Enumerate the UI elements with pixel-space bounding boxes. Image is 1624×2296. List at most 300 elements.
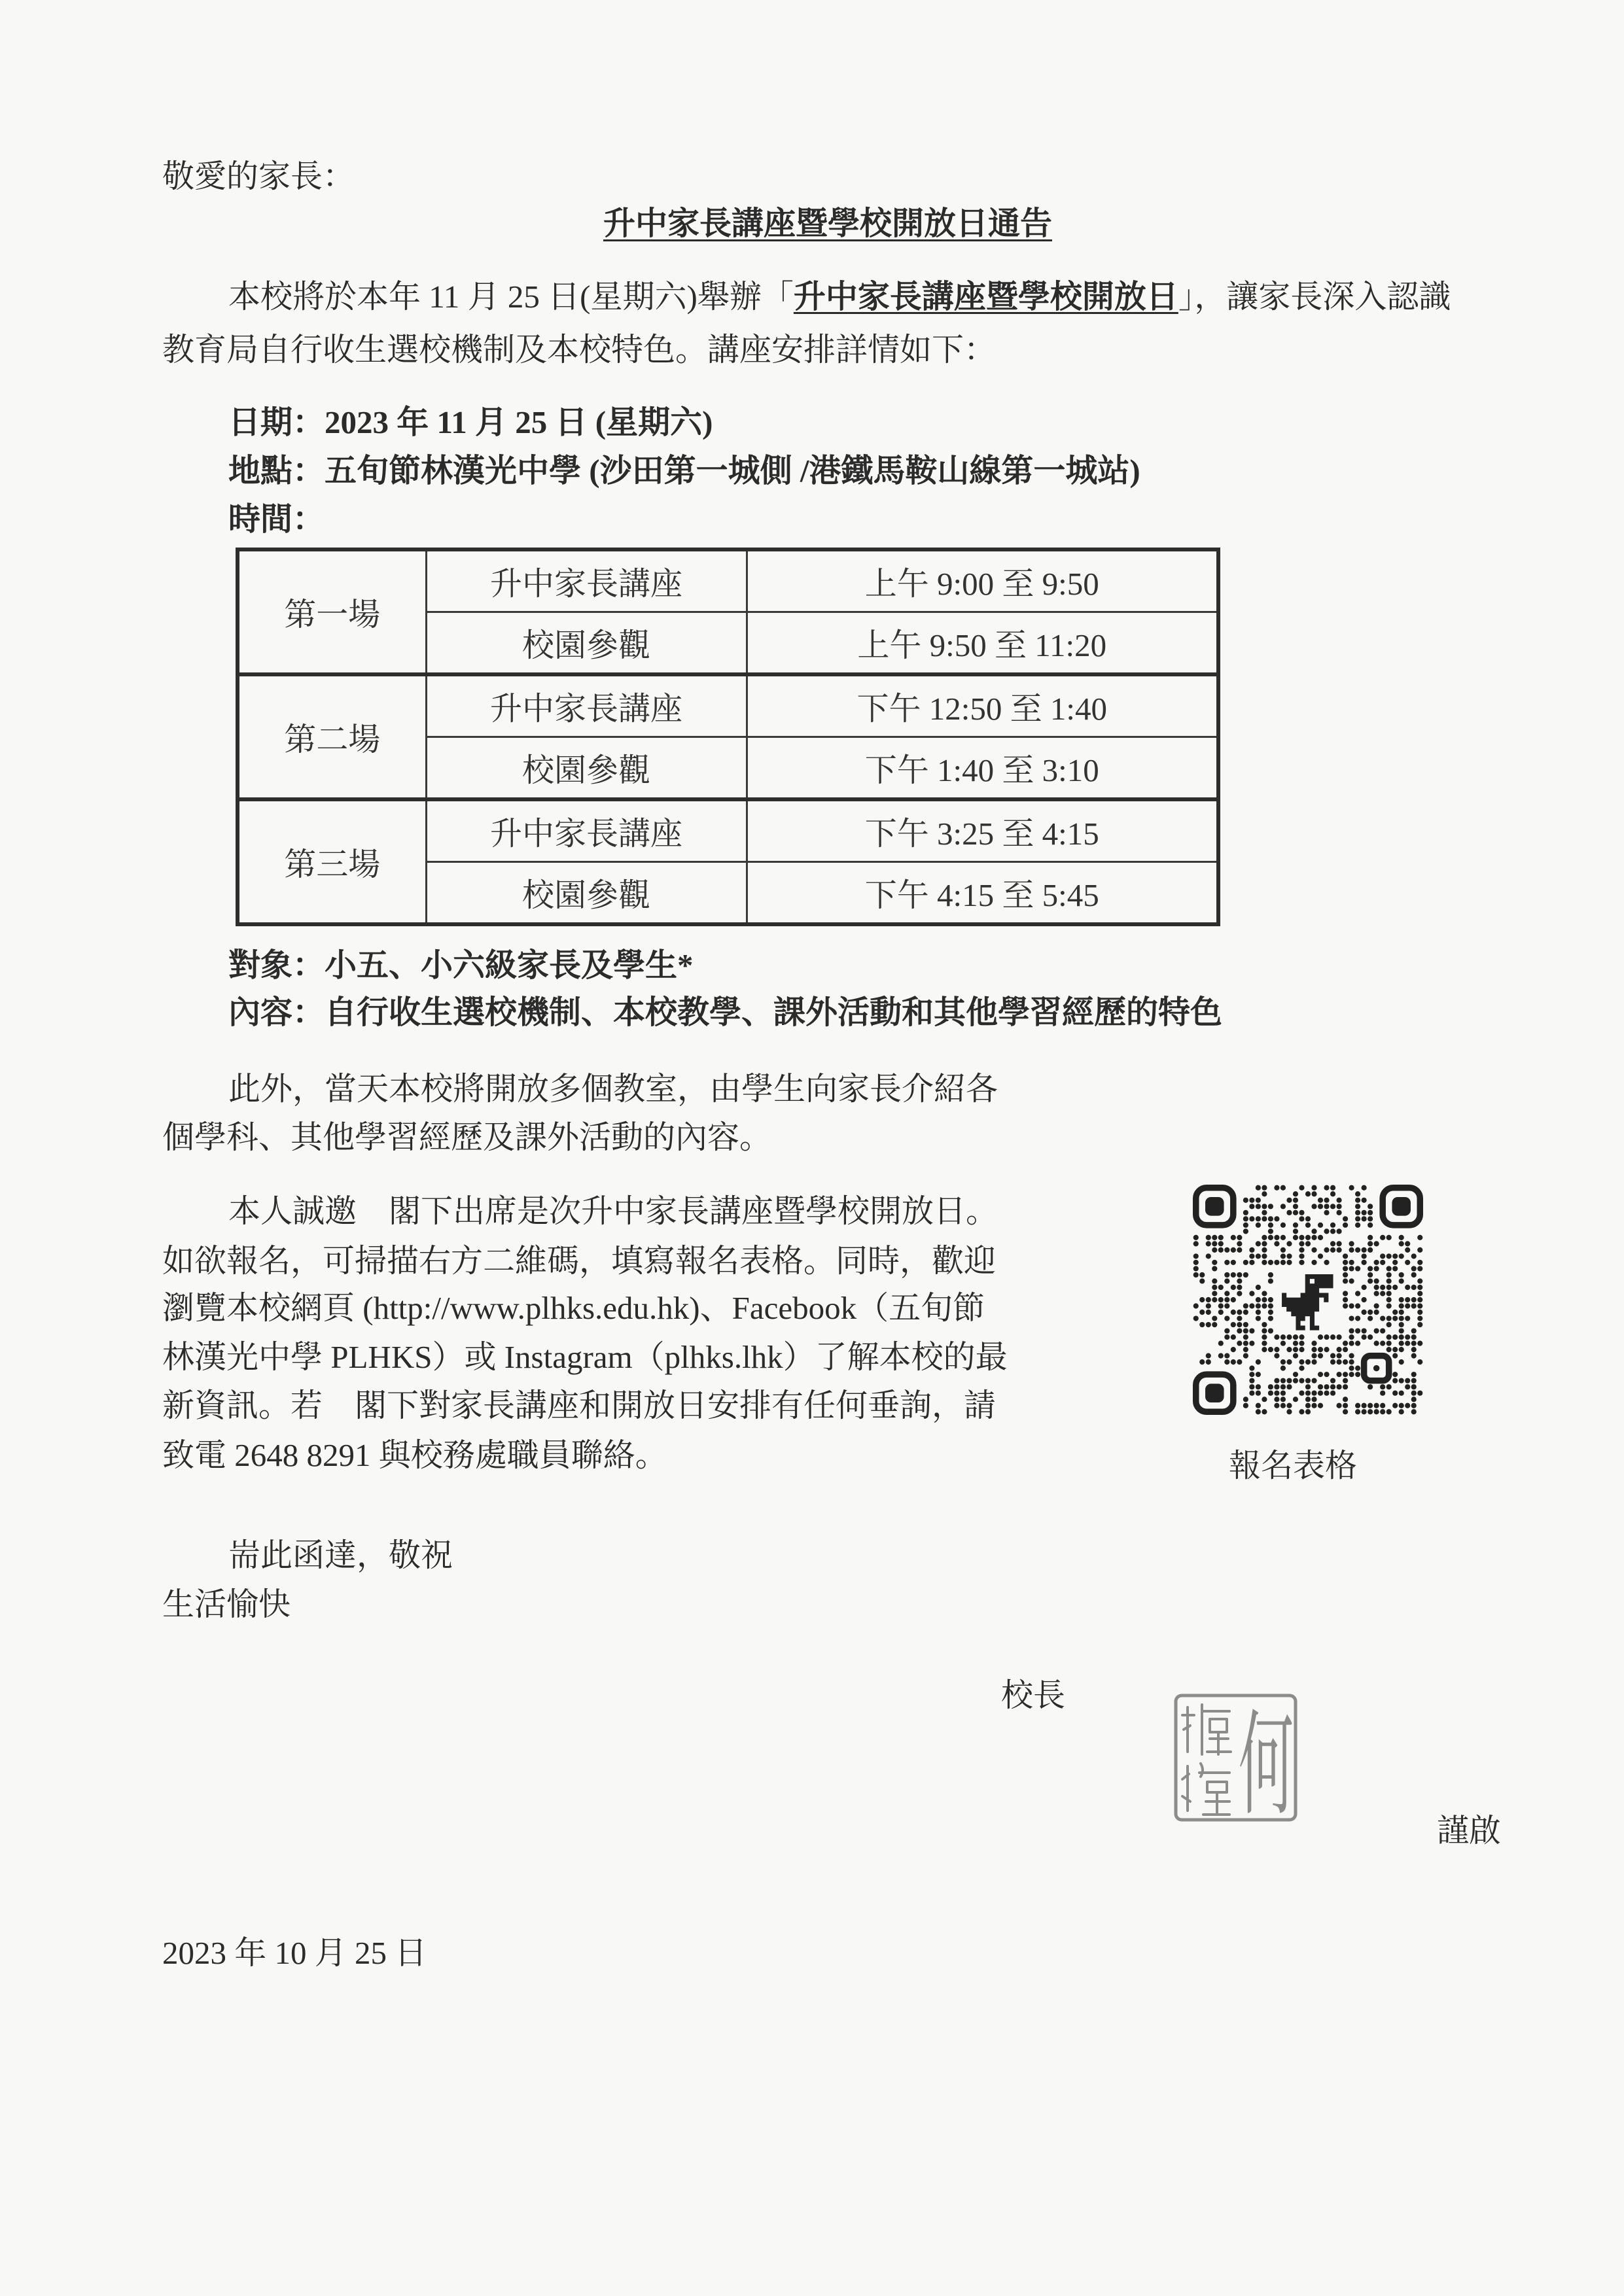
qr-module: [1405, 1334, 1410, 1340]
qr-module: [1324, 1228, 1329, 1234]
qr-module: [1343, 1216, 1348, 1221]
qr-module: [1405, 1378, 1410, 1383]
qr-module: [1231, 1359, 1236, 1365]
qr-module: [1237, 1341, 1242, 1346]
qr-module: [1268, 1235, 1273, 1240]
event-audience: 對象：小五、小六級家長及學生*: [228, 947, 694, 983]
qr-module: [1274, 1235, 1279, 1240]
qr-module: [1293, 1397, 1298, 1402]
qr-module: [1274, 1403, 1279, 1408]
qr-module: [1392, 1403, 1398, 1408]
notice-title: 升中家長講座暨學校開放日通告: [603, 205, 1053, 241]
event-venue: 地點：五旬節林漢光中學 (沙田第一城側 /港鐵馬鞍山線第一城站): [228, 453, 1140, 489]
qr-module: [1293, 1198, 1298, 1203]
qr-module: [1286, 1241, 1292, 1246]
activity-cell: 校園參觀: [426, 737, 747, 800]
qr-module: [1411, 1297, 1417, 1302]
qr-module: [1299, 1260, 1304, 1265]
qr-module: [1206, 1253, 1211, 1259]
qr-module: [1368, 1247, 1373, 1253]
qr-module: [1374, 1241, 1379, 1246]
qr-module: [1362, 1198, 1367, 1203]
qr-module: [1336, 1334, 1341, 1340]
qr-module: [1324, 1210, 1329, 1215]
qr-module: [1399, 1347, 1404, 1352]
qr-module: [1262, 1409, 1267, 1414]
qr-module: [1249, 1253, 1254, 1259]
qr-module: [1399, 1310, 1404, 1315]
qr-module: [1374, 1341, 1379, 1346]
qr-module: [1268, 1228, 1273, 1234]
qr-module: [1392, 1266, 1398, 1271]
qr-module: [1417, 1291, 1422, 1296]
qr-module: [1299, 1235, 1304, 1240]
qr-module: [1206, 1322, 1211, 1327]
qr-module: [1362, 1247, 1367, 1253]
qr-module: [1262, 1253, 1267, 1259]
qr-module: [1237, 1291, 1242, 1296]
qr-module: [1386, 1266, 1392, 1271]
qr-module: [1280, 1185, 1286, 1191]
qr-module: [1249, 1303, 1254, 1308]
qr-module: [1262, 1328, 1267, 1333]
qr-module: [1293, 1235, 1298, 1240]
qr-module: [1362, 1185, 1367, 1191]
qr-module: [1199, 1359, 1205, 1365]
qr-module: [1349, 1315, 1354, 1321]
qr-module: [1280, 1334, 1286, 1340]
qr-module: [1392, 1260, 1398, 1265]
qr-module: [1368, 1241, 1373, 1246]
qr-module: [1386, 1409, 1392, 1414]
qr-module: [1405, 1297, 1410, 1302]
qr-module: [1280, 1384, 1286, 1389]
qr-module: [1336, 1372, 1341, 1377]
qr-module: [1280, 1403, 1286, 1408]
qr-module: [1274, 1378, 1279, 1383]
qr-module: [1355, 1204, 1360, 1209]
qr-module: [1411, 1347, 1417, 1352]
qr-module: [1399, 1391, 1404, 1396]
qr-code[interactable]: [1193, 1185, 1423, 1415]
qr-module: [1256, 1216, 1261, 1221]
qr-module: [1405, 1384, 1410, 1389]
qr-module: [1405, 1341, 1410, 1346]
qr-module: [1262, 1210, 1267, 1215]
qr-module: [1249, 1260, 1254, 1265]
qr-module: [1343, 1260, 1348, 1265]
qr-module: [1374, 1266, 1379, 1271]
qr-module: [1299, 1366, 1304, 1371]
qr-module: [1311, 1397, 1316, 1402]
qr-module: [1280, 1366, 1286, 1371]
qr-module: [1362, 1210, 1367, 1215]
qr-module: [1199, 1272, 1205, 1278]
qr-module: [1343, 1378, 1348, 1383]
qr-module: [1318, 1334, 1323, 1340]
qr-module: [1399, 1303, 1404, 1308]
qr-module: [1386, 1347, 1392, 1352]
qr-module: [1330, 1378, 1335, 1383]
qr-module: [1411, 1272, 1417, 1278]
qr-module: [1417, 1303, 1422, 1308]
qr-module: [1343, 1253, 1348, 1259]
qr-module: [1349, 1247, 1354, 1253]
qr-module: [1293, 1334, 1298, 1340]
qr-module: [1268, 1303, 1273, 1308]
qr-module: [1362, 1334, 1367, 1340]
qr-module: [1399, 1334, 1404, 1340]
qr-module: [1286, 1198, 1292, 1203]
qr-module: [1243, 1303, 1248, 1308]
qr-module: [1256, 1285, 1261, 1290]
qr-module: [1262, 1216, 1267, 1221]
qr-module: [1249, 1198, 1254, 1203]
qr-module: [1405, 1247, 1410, 1253]
closing-line-2: 生活愉快: [162, 1586, 291, 1622]
qr-module: [1343, 1341, 1348, 1346]
qr-module: [1368, 1278, 1373, 1283]
activity-cell: 校園參觀: [426, 612, 747, 675]
qr-module: [1249, 1204, 1254, 1209]
qr-module: [1218, 1341, 1224, 1346]
activity-cell: 校園參觀: [426, 862, 747, 925]
qr-module: [1262, 1334, 1267, 1340]
qr-module: [1411, 1372, 1417, 1377]
qr-module: [1411, 1253, 1417, 1259]
time-cell: 下午 12:50 至 1:40: [747, 674, 1218, 737]
qr-module: [1318, 1372, 1323, 1377]
qr-module: [1324, 1391, 1329, 1396]
qr-alignment-pattern: [1364, 1356, 1389, 1381]
time-cell: 下午 4:15 至 5:45: [747, 862, 1218, 925]
qr-module: [1324, 1198, 1329, 1203]
qr-module: [1318, 1253, 1323, 1259]
qr-module: [1286, 1210, 1292, 1215]
qr-module: [1343, 1291, 1348, 1296]
qr-caption: 報名表格: [1229, 1448, 1358, 1484]
qr-module: [1380, 1315, 1385, 1321]
qr-module: [1362, 1409, 1367, 1414]
qr-module: [1368, 1210, 1373, 1215]
qr-module: [1237, 1272, 1242, 1278]
qr-module: [1231, 1285, 1236, 1290]
qr-module: [1355, 1372, 1360, 1377]
qr-module: [1274, 1347, 1279, 1352]
qr-module: [1224, 1334, 1229, 1340]
qr-module: [1256, 1198, 1261, 1203]
session-cell-1: 第一場: [238, 549, 426, 674]
qr-module: [1262, 1322, 1267, 1327]
invitation-line-5: 新資訊。若 閣下對家長講座和開放日安排有任何垂詢，請: [162, 1387, 997, 1423]
qr-module: [1399, 1328, 1404, 1333]
qr-module: [1237, 1278, 1242, 1283]
qr-module: [1243, 1272, 1248, 1278]
qr-module: [1224, 1272, 1229, 1278]
qr-module: [1224, 1303, 1229, 1308]
qr-module: [1386, 1315, 1392, 1321]
qr-module: [1268, 1347, 1273, 1352]
qr-module: [1386, 1341, 1392, 1346]
qr-module: [1380, 1253, 1385, 1259]
qr-module: [1256, 1409, 1261, 1414]
qr-module: [1293, 1228, 1298, 1234]
qr-module: [1399, 1272, 1404, 1278]
qr-module: [1330, 1241, 1335, 1246]
qr-module: [1392, 1315, 1398, 1321]
qr-module: [1343, 1372, 1348, 1377]
qr-module: [1274, 1391, 1279, 1396]
qr-module: [1362, 1260, 1367, 1265]
qr-module: [1256, 1391, 1261, 1396]
qr-module: [1268, 1384, 1273, 1389]
qr-module: [1374, 1409, 1379, 1414]
qr-module: [1311, 1403, 1316, 1408]
qr-module: [1355, 1247, 1360, 1253]
qr-module: [1349, 1260, 1354, 1265]
qr-module: [1274, 1397, 1279, 1402]
qr-module: [1249, 1216, 1254, 1221]
qr-module: [1336, 1228, 1341, 1234]
qr-module: [1206, 1359, 1211, 1365]
qr-module: [1305, 1191, 1311, 1196]
qr-module: [1299, 1359, 1304, 1365]
qr-module: [1380, 1391, 1385, 1396]
qr-module: [1362, 1328, 1367, 1333]
open-classrooms-line-2: 個學科、其他學習經歷及課外活動的內容。: [162, 1119, 772, 1155]
qr-module: [1237, 1310, 1242, 1315]
qr-module: [1399, 1322, 1404, 1327]
qr-module: [1318, 1347, 1323, 1352]
qr-module: [1206, 1241, 1211, 1246]
intro-line-1: [228, 279, 1451, 315]
qr-module: [1374, 1278, 1379, 1283]
qr-module: [1343, 1403, 1348, 1408]
seal-lettering: 何: [1239, 1699, 1294, 1822]
qr-module: [1237, 1315, 1242, 1321]
qr-module: [1330, 1191, 1335, 1196]
qr-module: [1355, 1403, 1360, 1408]
qr-module: [1411, 1378, 1417, 1383]
qr-module: [1349, 1334, 1354, 1340]
qr-module: [1212, 1297, 1217, 1302]
qr-module: [1193, 1266, 1199, 1271]
invitation-line-1: 本人誠邀 閣下出席是次升中家長講座暨學校開放日。: [228, 1193, 998, 1229]
qr-module: [1268, 1272, 1273, 1278]
qr-module: [1268, 1216, 1273, 1221]
qr-module: [1399, 1297, 1404, 1302]
qr-module: [1355, 1266, 1360, 1271]
qr-module: [1355, 1223, 1360, 1228]
qr-module: [1417, 1235, 1422, 1240]
principal-seal: [1173, 1693, 1298, 1822]
qr-module: [1311, 1191, 1316, 1196]
qr-module: [1218, 1241, 1224, 1246]
invitation-line-2: 如欲報名，可掃描右方二維碼，填寫報名表格。同時，歡迎: [162, 1243, 997, 1279]
intro-text-before: 本校將於本年 11 月 25 日(星期六)舉辦「: [228, 279, 794, 315]
qr-module: [1280, 1341, 1286, 1346]
qr-module: [1392, 1285, 1398, 1290]
qr-module: [1305, 1384, 1311, 1389]
dino-icon: [1282, 1274, 1333, 1331]
qr-module: [1362, 1216, 1367, 1221]
qr-module: [1243, 1210, 1248, 1215]
qr-module: [1380, 1291, 1385, 1296]
qr-module: [1386, 1334, 1392, 1340]
time-cell: 下午 3:25 至 4:15: [747, 799, 1218, 862]
qr-module: [1330, 1247, 1335, 1253]
qr-module: [1299, 1378, 1304, 1383]
qr-module: [1212, 1285, 1217, 1290]
qr-module: [1386, 1303, 1392, 1308]
qr-module: [1417, 1260, 1422, 1265]
qr-module: [1193, 1253, 1199, 1259]
qr-module: [1324, 1204, 1329, 1209]
qr-module: [1299, 1409, 1304, 1414]
qr-module: [1417, 1391, 1422, 1396]
qr-module: [1417, 1285, 1422, 1290]
qr-module: [1231, 1310, 1236, 1315]
qr-module: [1286, 1403, 1292, 1408]
intro-text-after: 」，讓家長深入認識: [1178, 279, 1451, 315]
qr-module: [1336, 1403, 1341, 1408]
qr-module: [1318, 1223, 1323, 1228]
qr-module: [1206, 1310, 1211, 1315]
event-name: 升中家長講座暨學校開放日: [793, 279, 1178, 315]
qr-module: [1193, 1303, 1199, 1308]
qr-module: [1330, 1353, 1335, 1359]
qr-module: [1349, 1341, 1354, 1346]
qr-module: [1212, 1322, 1217, 1327]
qr-module: [1243, 1334, 1248, 1340]
qr-module: [1355, 1341, 1360, 1346]
qr-module: [1330, 1391, 1335, 1396]
qr-module: [1324, 1260, 1329, 1265]
qr-module: [1262, 1247, 1267, 1253]
qr-module: [1231, 1260, 1236, 1265]
qr-module: [1237, 1322, 1242, 1327]
qr-module: [1286, 1260, 1292, 1265]
qr-module: [1206, 1235, 1211, 1240]
closing-line-1: 耑此函達，敬祝: [228, 1537, 453, 1573]
qr-module: [1218, 1297, 1224, 1302]
qr-module: [1349, 1366, 1354, 1371]
qr-module: [1286, 1359, 1292, 1365]
qr-module: [1268, 1297, 1273, 1302]
qr-module: [1206, 1303, 1211, 1308]
qr-module: [1262, 1191, 1267, 1196]
qr-module: [1299, 1216, 1304, 1221]
qr-module: [1256, 1372, 1261, 1377]
qr-module: [1311, 1235, 1316, 1240]
qr-module: [1355, 1191, 1360, 1196]
qr-module: [1392, 1378, 1398, 1383]
qr-module: [1280, 1359, 1286, 1365]
qr-module: [1280, 1223, 1286, 1228]
qr-module: [1224, 1315, 1229, 1321]
qr-module: [1336, 1359, 1341, 1365]
qr-module: [1256, 1223, 1261, 1228]
activity-cell: 升中家長講座: [426, 549, 747, 612]
qr-module: [1392, 1310, 1398, 1315]
qr-module: [1256, 1310, 1261, 1315]
qr-module: [1231, 1322, 1236, 1327]
qr-module: [1305, 1409, 1311, 1414]
qr-module: [1311, 1347, 1316, 1352]
qr-module: [1231, 1347, 1236, 1352]
qr-module: [1256, 1303, 1261, 1308]
qr-module: [1355, 1409, 1360, 1414]
qr-module: [1399, 1403, 1404, 1408]
qr-module: [1243, 1198, 1248, 1203]
qr-module: [1311, 1260, 1316, 1265]
qr-module: [1224, 1359, 1229, 1365]
qr-finder-top-left: [1196, 1188, 1233, 1225]
qr-module: [1411, 1334, 1417, 1340]
qr-module: [1330, 1223, 1335, 1228]
qr-module: [1237, 1235, 1242, 1240]
qr-module: [1237, 1285, 1242, 1290]
qr-module: [1336, 1241, 1341, 1246]
issue-date: 2023 年 10 月 25 日: [162, 1935, 427, 1971]
qr-module: [1411, 1409, 1417, 1414]
invitation-line-6: 致電 2648 8291 與校務處職員聯絡。: [162, 1437, 667, 1473]
qr-module: [1231, 1235, 1236, 1240]
qr-module: [1256, 1315, 1261, 1321]
qr-module: [1280, 1247, 1286, 1253]
time-cell: 下午 1:40 至 3:10: [747, 737, 1218, 800]
qr-module: [1324, 1247, 1329, 1253]
qr-module: [1274, 1384, 1279, 1389]
qr-module: [1417, 1315, 1422, 1321]
qr-module: [1193, 1241, 1199, 1246]
qr-module: [1212, 1247, 1217, 1253]
qr-module: [1305, 1235, 1311, 1240]
qr-module: [1399, 1341, 1404, 1346]
qr-module: [1193, 1260, 1199, 1265]
qr-module: [1349, 1241, 1354, 1246]
qr-module: [1249, 1247, 1254, 1253]
qr-module: [1256, 1403, 1261, 1408]
qr-module: [1299, 1334, 1304, 1340]
qr-module: [1336, 1353, 1341, 1359]
event-time-label: 時間：: [228, 501, 325, 537]
qr-module: [1318, 1235, 1323, 1240]
qr-module: [1311, 1378, 1316, 1383]
qr-finder-bottom-left: [1196, 1374, 1233, 1412]
qr-module: [1286, 1334, 1292, 1340]
qr-module: [1243, 1228, 1248, 1234]
qr-module: [1380, 1403, 1385, 1408]
qr-module: [1256, 1185, 1261, 1191]
qr-finder-top-right: [1383, 1188, 1420, 1225]
qr-module: [1330, 1228, 1335, 1234]
qr-module: [1243, 1260, 1248, 1265]
qr-module: [1399, 1378, 1404, 1383]
qr-module: [1268, 1315, 1273, 1321]
qr-module: [1305, 1391, 1311, 1396]
qr-module: [1293, 1223, 1298, 1228]
qr-module: [1368, 1223, 1373, 1228]
qr-module: [1243, 1223, 1248, 1228]
qr-module: [1380, 1328, 1385, 1333]
qr-module: [1231, 1272, 1236, 1278]
qr-module: [1311, 1247, 1316, 1253]
qr-module: [1374, 1403, 1379, 1408]
qr-module: [1212, 1241, 1217, 1246]
qr-module: [1274, 1353, 1279, 1359]
schedule-table: [236, 548, 1220, 926]
